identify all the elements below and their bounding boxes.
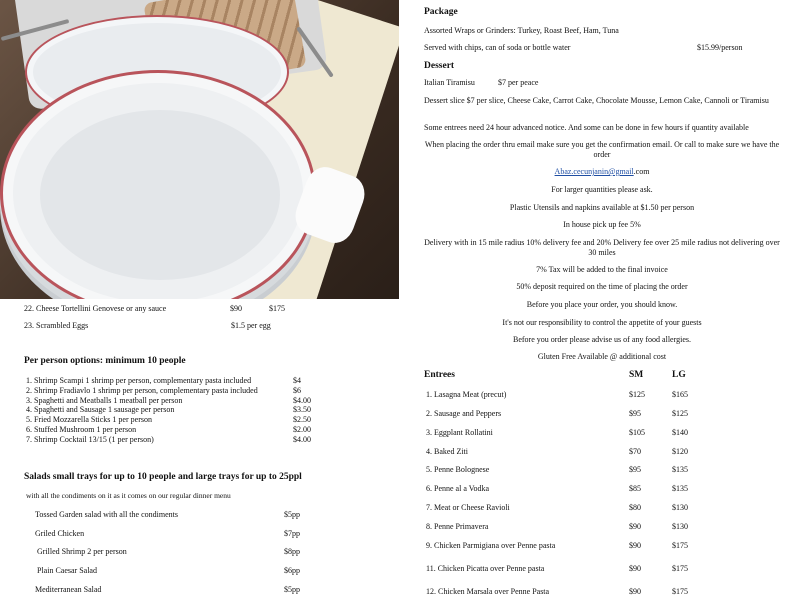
package-heading: Package [424, 7, 458, 17]
per-person-item: 4. Spaghetti and Sausage 1 sausage per person $3.50 [34, 405, 334, 415]
per-person-item: 1. Shrimp Scampi 1 shrimp per person, complementary pasta included $4 [34, 376, 334, 386]
note-tax: 7% Tax will be added to the final invoice [536, 265, 668, 274]
package-line-2: Served with chips, can of soda or bottle water $15.99/person [424, 43, 743, 52]
package-price: $15.99/person [697, 43, 743, 52]
salads-note: with all the condiments on it as it comes on our regular dinner menu [26, 491, 231, 500]
menu-item-scrambled-eggs: 23. Scrambled Eggs $1.5 per egg [24, 321, 271, 330]
salad-item: Tossed Garden salad with all the condiments $5pp [35, 510, 300, 519]
note-gluten: Gluten Free Available @ additional cost [537, 352, 667, 361]
per-person-item: 2. Shrimp Fradiavlo 1 shrimp per person, complementary pasta included $6 [34, 386, 334, 396]
note-delivery: Delivery with in 15 mile radius 10% delivery fee and 20% Delivery fee over 25 mile radius not delivering over 30 miles [424, 238, 780, 257]
note-advance: Some entrees need 24 hour advanced notice. And some can be done in few hours if quantity available [424, 123, 749, 132]
dessert-heading: Dessert [424, 61, 455, 71]
note-before: Before you place your order, you should know. [526, 300, 678, 309]
note-larger: For larger quantities please ask. [551, 185, 653, 194]
salad-item: Plain Caesar Salad $6pp [37, 566, 300, 575]
note-pickup: In house pick up fee 5% [563, 220, 641, 229]
salad-item: Grilled Shrimp 2 per person $8pp [37, 547, 300, 556]
per-person-list [20, 376, 334, 445]
note-appetite: It's not our responsibility to control the appetite of your guests [502, 318, 702, 327]
per-person-item: 7. Shrimp Cocktail 13/15 (1 per person) $4.00 [34, 435, 334, 445]
per-person-heading: Per person options: minimum 10 people [24, 356, 186, 366]
package-line-1: Assorted Wraps or Grinders: Turkey, Roast Beef, Ham, Tuna [424, 26, 619, 35]
salad-item: Mediterranean Salad $5pp [35, 585, 300, 594]
per-person-item: 3. Spaghetti and Meatballs 1 meatball per person $4.00 [34, 396, 334, 406]
salads-heading: Salads small trays for up to 10 people and large trays for up to 25ppl [24, 472, 302, 482]
note-allergies: Before you order please advise us of any food allergies. [512, 335, 691, 344]
note-email-confirm: When placing the order thru email make sure you get the confirmation email. Or call to make sure we have the order [424, 140, 780, 159]
email-line: Abaz.cecunjanin@gmail.com [554, 167, 650, 176]
menu-item-cheese-tortellini: 22. Cheese Tortellini Genovese or any sauce $90 $175 [24, 304, 285, 313]
note-utensils: Plastic Utensils and napkins available at $1.50 per person [509, 203, 695, 212]
per-person-item: 6. Stuffed Mushroom 1 per person $2.00 [34, 425, 334, 435]
dessert-slice: Dessert slice $7 per slice, Cheese Cake, Carrot Cake, Chocolate Mousse, Lemon Cake, Cannoli or Tiramisu [424, 96, 769, 105]
salad-item: Griled Chicken $7pp [35, 529, 300, 538]
per-person-item: 5. Fried Mozzarella Sticks 1 per person $2.50 [34, 415, 334, 425]
dessert-tiramisu: Italian Tiramisu $7 per peace [424, 78, 539, 87]
catering-photo [0, 0, 399, 299]
email-link[interactable]: Abaz.cecunjanin@gmail [554, 167, 634, 176]
note-deposit: 50% deposit required on the time of placing the order [516, 282, 688, 291]
